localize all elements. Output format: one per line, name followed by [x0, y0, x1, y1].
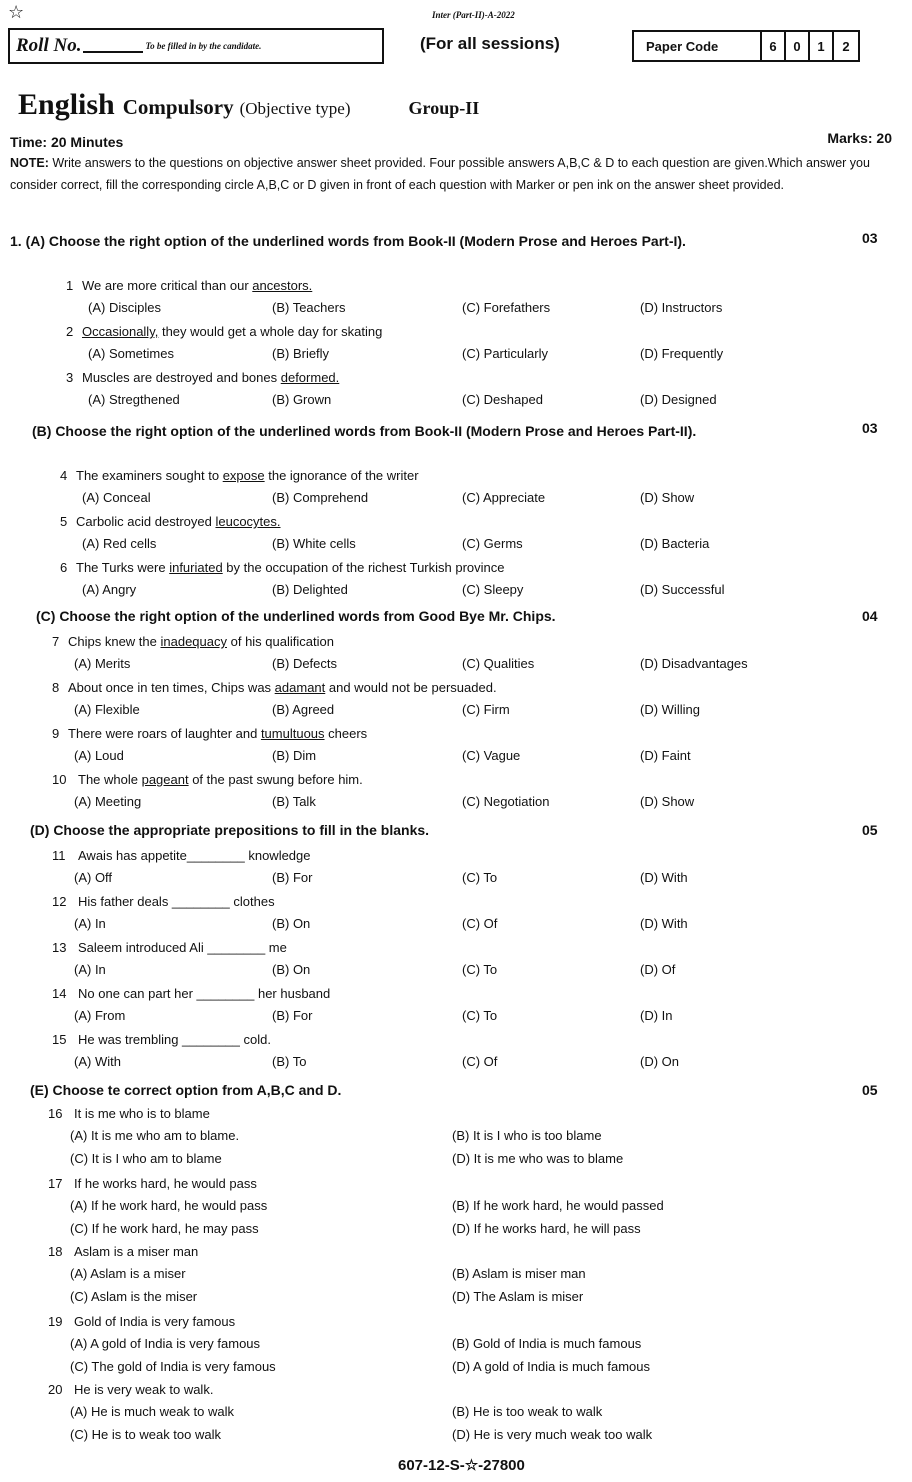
answer-option: (D) If he works hard, he will pass [452, 1221, 641, 1236]
answer-option: (A) Angry [82, 582, 137, 597]
answer-option: (C) Germs [462, 536, 523, 551]
answer-option: (A) He is much weak to walk [70, 1404, 234, 1419]
question-text: It is me who is to blame [74, 1106, 210, 1121]
question-stem [52, 634, 334, 649]
paper-code-digit: 2 [842, 38, 850, 54]
question-stem [52, 772, 363, 787]
answer-option: (D) He is very much weak too walk [452, 1427, 653, 1442]
answer-option: (B) It is I who is too blame [452, 1128, 602, 1143]
answer-option: (B) On [272, 962, 311, 977]
answer-option: (D) Successful [640, 582, 725, 597]
answer-option: (D) Of [640, 962, 676, 977]
answer-option: (A) It is me who am to blame. [70, 1128, 240, 1143]
paper-code-label: Paper Code [634, 32, 762, 60]
question-stem [52, 940, 287, 955]
answer-option: (B) Briefly [272, 346, 330, 361]
answer-option: (B) Agreed [272, 702, 335, 717]
answer-option: (B) Comprehend [272, 490, 369, 505]
answer-option: (C) Sleepy [462, 582, 524, 597]
footer-code: 607-12-S-☆-27800 [398, 1457, 525, 1474]
question-stem [48, 1382, 213, 1397]
answer-option: (C) It is I who am to blame [70, 1151, 222, 1166]
answer-option: (D) Bacteria [640, 536, 710, 551]
question-stem [66, 370, 339, 385]
question-text: If he works hard, he would pass [74, 1176, 257, 1191]
section-heading: (E) Choose te correct option from A,B,C and D. [30, 1082, 342, 1098]
question-stem [52, 1032, 271, 1047]
question-text: cheers [324, 726, 368, 741]
question-text: of his qualification [227, 634, 334, 649]
question-text: Muscles are destroyed and bones [82, 370, 281, 385]
sessions-label: (For all sessions) [420, 34, 560, 53]
answer-option: (D) The Aslam is miser [452, 1289, 584, 1304]
answer-option: (A) In [74, 916, 106, 931]
answer-option: (D) Instructors [640, 300, 723, 315]
answer-option: (D) Frequently [640, 346, 724, 361]
question-text: of the past swung before him. [188, 772, 363, 787]
answer-option: (B) He is too weak to walk [452, 1404, 603, 1419]
question-text: He was trembling ________ cold. [78, 1032, 271, 1047]
question-number: 15 [52, 1032, 67, 1047]
star-icon: ☆ [8, 2, 25, 23]
answer-option: (B) Dim [272, 748, 317, 763]
question-stem [60, 514, 281, 529]
section-heading: 1. (A) Choose the right option of the underlined words from Book-II (Modern Prose and Heroes Part-I). [10, 233, 686, 249]
answer-option: (A) Loud [74, 748, 124, 763]
paper-code-box [632, 30, 860, 62]
question-number: 10 [52, 772, 67, 787]
question-number: 5 [60, 514, 68, 529]
answer-option: (B) For [272, 870, 313, 885]
question-number: 12 [52, 894, 67, 909]
answer-option: (C) Of [462, 916, 498, 931]
question-number: 1 [66, 278, 74, 293]
answer-option: (D) With [640, 870, 688, 885]
question-text: The examiners sought to [76, 468, 223, 483]
roll-number-field[interactable] [83, 39, 143, 53]
question-text: Aslam is a miser man [74, 1244, 199, 1259]
answer-option: (C) To [462, 962, 498, 977]
section-marks: 03 [862, 230, 878, 246]
answer-option: (A) Off [74, 870, 113, 885]
question-stem [52, 726, 367, 741]
answer-option: (B) Delighted [272, 582, 348, 597]
question-number: 9 [52, 726, 60, 741]
answer-option: (B) Gold of India is much famous [452, 1336, 642, 1351]
answer-option: (A) If he work hard, he would pass [70, 1198, 268, 1213]
question-text: they would get a whole day for skating [158, 324, 383, 339]
question-stem [48, 1244, 198, 1259]
answer-option: (B) For [272, 1008, 313, 1023]
underlined-word: infuriated [169, 560, 223, 575]
question-text: and would not be persuaded. [325, 680, 497, 695]
answer-option: (D) Show [640, 794, 695, 809]
question-number: 19 [48, 1314, 63, 1329]
question-number: 2 [66, 324, 74, 339]
time-label: Time: 20 Minutes [10, 134, 124, 150]
section-heading: (D) Choose the appropriate prepositions to fill in the blanks. [30, 822, 430, 838]
question-text: Carbolic acid destroyed [76, 514, 216, 529]
roll-note: To be filled in by the candidate. [145, 41, 262, 51]
answer-option: (C) The gold of India is very famous [70, 1359, 276, 1374]
paper-reference: Inter (Part-II)-A-2022 [432, 10, 515, 20]
answer-option: (B) Defects [272, 656, 338, 671]
question-number: 8 [52, 680, 60, 695]
answer-option: (D) Designed [640, 392, 717, 407]
underlined-word: pageant [141, 772, 189, 787]
answer-option: (A) Red cells [82, 536, 157, 551]
question-stem [60, 468, 419, 483]
question-stem [52, 848, 311, 863]
compulsory-label: Compulsory [122, 95, 234, 119]
answer-option: (A) From [74, 1008, 126, 1023]
section-marks: 04 [862, 608, 878, 624]
group-label: Group-II [408, 98, 480, 118]
section-marks: 05 [862, 822, 878, 838]
section-heading: (B) Choose the right option of the underlined words from Book-II (Modern Prose and Heroes Part-II). [32, 423, 697, 439]
answer-option: (A) Conceal [82, 490, 151, 505]
answer-option: (C) If he work hard, he may pass [70, 1221, 259, 1236]
paper-code-digit: 0 [786, 32, 810, 60]
answer-option: (A) Stregthened [88, 392, 180, 407]
answer-option: (D) Disadvantages [640, 656, 748, 671]
answer-option: (C) Vague [462, 748, 521, 763]
answer-option: (B) White cells [272, 536, 356, 551]
answer-option: (D) With [640, 916, 688, 931]
answer-option: (A) Merits [74, 656, 131, 671]
answer-option: (B) Teachers [272, 300, 346, 315]
answer-option: (D) In [640, 1008, 673, 1023]
answer-option: (C) To [462, 1008, 498, 1023]
question-text: Saleem introduced Ali ________ me [78, 940, 287, 955]
question-number: 16 [48, 1106, 63, 1121]
underlined-word: inadequacy [160, 634, 227, 649]
question-text: There were roars of laughter and [68, 726, 261, 741]
underlined-word: leucocytes. [215, 514, 281, 529]
answer-option: (A) Aslam is a miser [70, 1266, 186, 1281]
note-label: NOTE: [10, 156, 49, 170]
question-number: 6 [60, 560, 68, 575]
question-number: 14 [52, 986, 67, 1001]
question-stem [48, 1106, 210, 1121]
roll-label: Roll No. [16, 35, 82, 56]
answer-option: (C) Appreciate [462, 490, 546, 505]
answer-option: (A) In [74, 962, 106, 977]
question-stem [52, 680, 497, 695]
question-number: 4 [60, 468, 68, 483]
answer-option: (C) Forefathers [462, 300, 551, 315]
question-stem [52, 986, 330, 1001]
answer-option: (C) Qualities [462, 656, 535, 671]
question-stem [66, 278, 312, 293]
question-number: 17 [48, 1176, 63, 1191]
underlined-word: ancestors. [252, 278, 313, 293]
answer-option: (D) A gold of India is much famous [452, 1359, 650, 1374]
paper-type: (Objective type) [239, 99, 351, 118]
answer-option: (A) Meeting [74, 794, 142, 809]
answer-option: (C) To [462, 870, 498, 885]
question-text: by the occupation of the richest Turkish province [222, 560, 505, 575]
underlined-word: adamant [274, 680, 326, 695]
answer-option: (C) He is to weak too walk [70, 1427, 221, 1442]
question-text: The Turks were [76, 560, 170, 575]
answer-option: (D) Faint [640, 748, 691, 763]
answer-option: (B) Aslam is miser man [452, 1266, 586, 1281]
question-stem [60, 560, 505, 575]
question-text: He is very weak to walk. [74, 1382, 214, 1397]
question-number: 18 [48, 1244, 63, 1259]
answer-option: (A) A gold of India is very famous [70, 1336, 261, 1351]
roll-number-box [8, 28, 384, 64]
question-text: The whole [78, 772, 142, 787]
section-marks: 05 [862, 1082, 878, 1098]
answer-option: (C) Of [462, 1054, 498, 1069]
underlined-word: tumultuous [260, 726, 325, 741]
section-heading: (C) Choose the right option of the underlined words from Good Bye Mr. Chips. [36, 608, 556, 624]
answer-option: (B) Talk [272, 794, 316, 809]
underlined-word: expose [222, 468, 265, 483]
paper-code-digit: 6 [762, 32, 786, 60]
question-text: Gold of India is very famous [74, 1314, 236, 1329]
answer-option: (B) Grown [272, 392, 332, 407]
answer-option: (A) Flexible [74, 702, 140, 717]
question-number: 13 [52, 940, 67, 955]
answer-option: (B) To [272, 1054, 307, 1069]
answer-option: (C) Aslam is the miser [70, 1289, 198, 1304]
answer-option: (B) On [272, 916, 311, 931]
question-text: the ignorance of the writer [264, 468, 419, 483]
answer-option: (D) Show [640, 490, 695, 505]
marks-label: Marks: 20 [827, 130, 892, 146]
question-number: 20 [48, 1382, 63, 1397]
question-number: 11 [52, 848, 66, 863]
question-text: His father deals ________ clothes [78, 894, 275, 909]
underlined-word: deformed. [280, 370, 340, 385]
question-text: About once in ten times, Chips was [68, 680, 275, 695]
answer-option: (B) If he work hard, he would passed [452, 1198, 664, 1213]
answer-option: (C) Deshaped [462, 392, 543, 407]
underlined-word: Occasionally, [82, 324, 159, 339]
question-text: Chips knew the [68, 634, 161, 649]
paper-title [18, 88, 479, 122]
answer-option: (A) With [74, 1054, 121, 1069]
section-marks: 03 [862, 420, 878, 436]
paper-code-digit: 1 [810, 32, 834, 60]
answer-option: (C) Particularly [462, 346, 548, 361]
question-number: 7 [52, 634, 60, 649]
question-stem [48, 1176, 257, 1191]
answer-option: (A) Sometimes [88, 346, 174, 361]
question-number: 3 [66, 370, 74, 385]
note-text: Write answers to the questions on objective answer sheet provided. Four possible answers A,B,C & D to each question are given.Which answer you consider correct, fill the corresponding circle A,B,C or D given in front of each question with Marker or pen ink on the answer sheet provided. [10, 156, 870, 192]
question-text: No one can part her ________ her husband [78, 986, 331, 1001]
answer-option: (C) Negotiation [462, 794, 550, 809]
question-text: We are more critical than our [82, 278, 253, 293]
answer-option: (C) Firm [462, 702, 510, 717]
instructions-note [10, 152, 890, 196]
subject-title: English [18, 88, 115, 121]
answer-option: (D) It is me who was to blame [452, 1151, 624, 1166]
question-stem [52, 894, 275, 909]
answer-option: (A) Disciples [88, 300, 161, 315]
question-stem [66, 324, 382, 339]
question-stem [48, 1314, 235, 1329]
answer-option: (D) On [640, 1054, 679, 1069]
answer-option: (D) Willing [640, 702, 700, 717]
question-text: Awais has appetite________ knowledge [78, 848, 311, 863]
